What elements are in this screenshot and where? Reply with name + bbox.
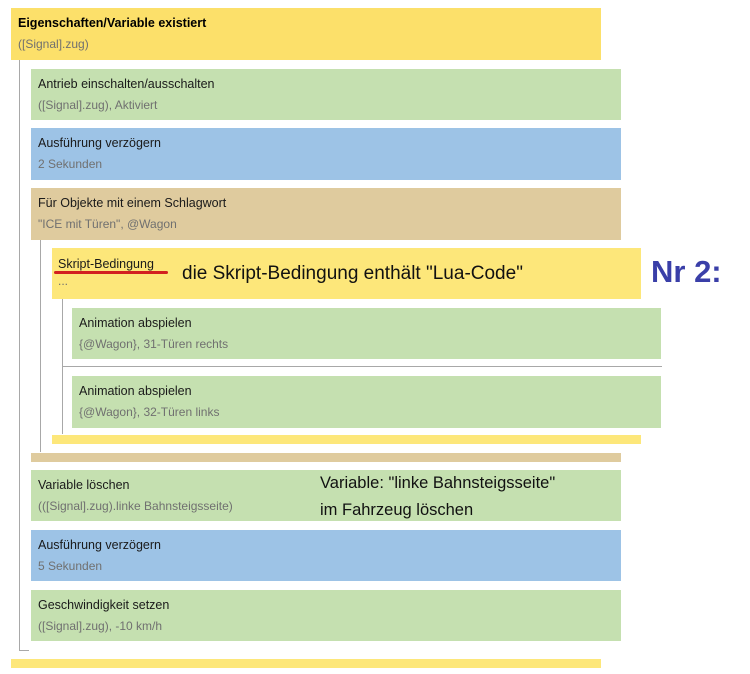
tree-line-objekte — [40, 238, 41, 452]
block-title: Ausführung verzögern — [38, 136, 161, 150]
block-title: Animation abspielen — [79, 316, 192, 330]
block-title: Ausführung verzögern — [38, 538, 161, 552]
block-params: "ICE mit Türen", @Wagon — [38, 217, 177, 231]
loop-block-objekte-schlagwort[interactable] — [31, 188, 621, 240]
annotation-skript-lua: die Skript-Bedingung enthält "Lua-Code" — [182, 263, 523, 284]
annotation-variable-line1: Variable: "linke Bahnsteigsseite" — [320, 474, 556, 492]
block-title: Geschwindigkeit setzen — [38, 598, 170, 612]
condition-end-skript — [52, 435, 641, 444]
block-params: {@Wagon}, 31-Türen rechts — [79, 337, 229, 351]
block-title: Antrieb einschalten/ausschalten — [38, 77, 215, 91]
annotation-nr-2: Nr 2: — [651, 254, 722, 289]
block-params: {@Wagon}, 32-Türen links — [79, 405, 220, 419]
block-title: Für Objekte mit einem Schlagwort — [38, 196, 227, 210]
block-params: ([Signal].zug) — [18, 37, 89, 51]
annotation-variable-line2: im Fahrzeug löschen — [320, 501, 474, 519]
action-block-geschwindigkeit[interactable] — [31, 590, 621, 641]
block-params: 5 Sekunden — [38, 559, 103, 573]
condition-end-root — [11, 659, 601, 668]
red-underline — [54, 271, 168, 274]
delay-block-2s[interactable] — [31, 128, 621, 180]
block-params: (([Signal].zug).linke Bahnsteigsseite) — [38, 499, 233, 513]
action-block-animation-rechts[interactable] — [72, 308, 661, 359]
block-params: ... — [58, 274, 69, 288]
block-title: Skript-Bedingung — [58, 257, 154, 271]
loop-end-objekte — [31, 453, 621, 462]
tree-line-anim-sep — [62, 366, 662, 367]
tree-line-root-end — [19, 650, 29, 651]
delay-block-5s[interactable] — [31, 530, 621, 581]
block-title: Animation abspielen — [79, 384, 192, 398]
block-title: Variable löschen — [38, 478, 130, 492]
block-params: ([Signal].zug), Aktiviert — [38, 98, 158, 112]
action-block-antrieb[interactable] — [31, 69, 621, 120]
action-block-animation-links[interactable] — [72, 376, 661, 428]
tree-line-root — [19, 60, 20, 650]
block-params: ([Signal].zug), -10 km/h — [38, 619, 163, 633]
block-title: Eigenschaften/Variable existiert — [18, 16, 207, 30]
block-params: 2 Sekunden — [38, 157, 103, 171]
condition-block-variable-exists[interactable] — [11, 8, 601, 60]
